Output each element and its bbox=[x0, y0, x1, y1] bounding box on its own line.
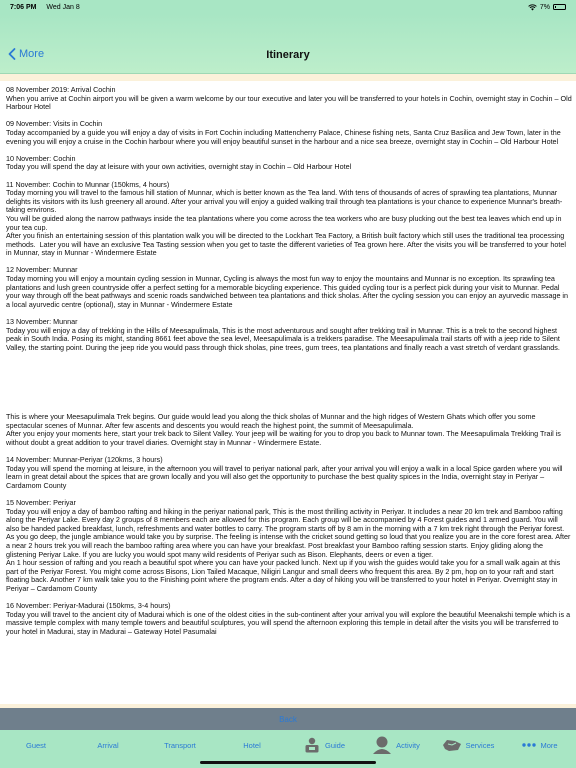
day-heading: 09 November: Visits in Cochin bbox=[6, 119, 103, 129]
itinerary-day bbox=[6, 155, 572, 172]
services-icon bbox=[442, 738, 462, 752]
itinerary-day-continued bbox=[6, 413, 572, 447]
itinerary-day bbox=[6, 266, 572, 309]
tab-label: Transport bbox=[164, 740, 196, 750]
day-description: This is where your Meesapulimala Trek begins. Our guide would lead you along the thick sholas of Munnar and the high ridges of Western Ghats which offer you some spectacular scenes of Munnar. After few ascents and descents you would reach the highest point, the summit of Meesapulimala. After you enjoy your moments here, start your trek back to Silent Valley. Your jeep will be waiting for you to drop you back to Munnar town. The Meesapulimala Trekking Trail is without doubt a great addition to your travel diaries. Overnight stay in Munnar - Windermere Estate. bbox=[6, 412, 561, 447]
back-bar bbox=[0, 708, 576, 730]
itinerary-content[interactable] bbox=[6, 86, 572, 704]
itinerary-day bbox=[6, 120, 572, 146]
tab-guide[interactable] bbox=[288, 730, 360, 760]
wifi-icon bbox=[528, 4, 537, 11]
itinerary-day bbox=[6, 499, 572, 594]
tab-label: Guide bbox=[324, 740, 345, 750]
day-heading: 12 November: Munnar bbox=[6, 265, 78, 275]
tab-label: Activity bbox=[396, 740, 420, 750]
battery-icon bbox=[553, 4, 566, 10]
guide-icon bbox=[303, 737, 321, 753]
activity-icon bbox=[372, 736, 392, 754]
tab-label: Hotel bbox=[243, 740, 261, 750]
itinerary-day bbox=[6, 456, 572, 490]
status-time: 7:06 PM bbox=[10, 3, 37, 11]
more-dots-icon bbox=[522, 743, 536, 747]
blank-space bbox=[6, 361, 572, 413]
day-heading: 15 November: Periyar bbox=[6, 497, 76, 507]
tab-label: Services bbox=[465, 740, 495, 750]
status-bar bbox=[0, 0, 576, 14]
day-heading: 16 November: Periyar-Madurai (150kms, 3-4 hours) bbox=[6, 601, 171, 611]
itinerary-day bbox=[6, 181, 572, 258]
day-description: Today you will travel to the ancient city of Madurai which is one of the oldest cities in the sub-continent after your arrival you will explore the beautiful Meenakshi temple which is a massive temple complex with many temple towers and beautiful sculptures, you will spend the afternoon exploring this temple in detail after the visits you will be transferred to your hotel in Madurai, stay in Madurai – Gateway Hotel Pasumalai bbox=[6, 609, 573, 636]
tab-transport[interactable] bbox=[144, 730, 216, 760]
navigation-bar bbox=[0, 14, 576, 74]
day-description: Today you will spend the day at leisure with your own activities, overnight stay in Cochin – Old Harbour Hotel bbox=[6, 162, 352, 172]
day-heading: 10 November: Cochin bbox=[6, 153, 76, 163]
day-description: Today accompanied by a guide you will enjoy a day of visits in Fort Cochin including Mattencherry Palace, Chinese fishing nets, Santa Cruz Basilica and Jew Town, later in the evening you will enjoy a cruise in the Cochin harbour where you will enjoy beautiful sunset in the harbour and a nice sea breeze, overnight stay in Cochin – Old Harbour Hotel bbox=[6, 127, 563, 146]
day-heading: 08 November 2019: Arrival Cochin bbox=[6, 85, 116, 94]
page-title: Itinerary bbox=[266, 49, 310, 61]
tab-services[interactable] bbox=[432, 730, 504, 760]
tab-hotel[interactable] bbox=[216, 730, 288, 760]
itinerary-day bbox=[6, 318, 572, 352]
day-heading: 14 November: Munnar-Periyar (120kms, 3 hours) bbox=[6, 454, 163, 464]
tab-guest[interactable] bbox=[0, 730, 72, 760]
day-heading: 13 November: Munnar bbox=[6, 317, 78, 327]
day-description: Today morning you will enjoy a mountain cycling session in Munnar, Cycling is always the most fun way to enjoy the mountains and Munnar is no exception. Its sprawling tea plantations and lush green countryside offer a perfect setting for a memorable bicycling experience. This guided cycling tour is a perfect pick during your visit to Munnar. Pedal your way through off the beat pathways and scenic roads sandwiched between tea plantations and thick sholas. After the cycling session you can enjoy an ayurvedic massage in a local ayurvedic centre (optional), stay in Munnar - Windermere Estate bbox=[6, 274, 571, 309]
tab-more[interactable] bbox=[504, 730, 576, 760]
tab-label: Guest bbox=[25, 740, 46, 750]
home-indicator[interactable] bbox=[200, 761, 376, 764]
tab-arrival[interactable] bbox=[72, 730, 144, 760]
day-heading: 11 November: Cochin to Munnar (150kms, 4 hours) bbox=[6, 179, 170, 189]
day-description: Today you will spend the morning at leisure, in the afternoon you will travel to periyar national park, after your arrival you will enjoy a walk in a local Spice garden where you will learn in great detail about the spices that are grown locally and you will also get the opportunity to purchase the best quality spices in the India, overnight stay in Periyar – Cardamom County bbox=[6, 463, 565, 490]
itinerary-day bbox=[6, 602, 572, 636]
day-description: Today morning you will travel to the famous hill station of Munnar, which is better known as the Tea land. With tens of thousands of acres of sprawling tea plantations, Munnar delights its visitors with its lush greenery all around. After your arrival you will enjoy a guided walking trail through tea plantations is your chance to experience Munnar's breath-taking environs. You will be guided along the narrow pathways inside the tea plantations where you come across the tea workers who are busy plucking out the best tea leaves which end up in your tea cup. After you finish an entertaining session of this plantation walk you will be directed to the Lockhart Tea Factory, a British built factory which still uses the traditional tea processing methods. Later you will have an exclusive Tea Tasting session when you get to taste the different varieties of Tea grown here. After the visits you will be transferred to your hotel in Munnar, stay in Munnar - Windermere Estate bbox=[6, 188, 566, 258]
day-description: When you arrive at Cochin airport you will be given a warm welcome by our tour executive and later you will be transferred to your hotels in Cochin, overnight stay in Cochin – Old Harbour Hotel bbox=[6, 93, 574, 112]
tab-label: Arrival bbox=[97, 740, 119, 750]
status-right bbox=[528, 4, 566, 11]
back-button[interactable]: Back bbox=[279, 714, 297, 724]
back-button-label: More bbox=[19, 48, 45, 60]
day-description: Today you will enjoy a day of trekking in the Hills of Meesapulimala, This is the most adventurous and sought after trekking trail in Munnar. This is a trek to the second highest peak in South India. Posing its might, standing 8661 feet above the sea level, Meesapulimala is a trekkers paradise. The Meesapulimala trail starts off with a jeep ride to Silent Valley, the starting point. During the jeep ride you would pass through thick sholas, pine trees, gum trees, tea plantations and finally reach a vast stretch of verdant grasslands. bbox=[6, 325, 562, 352]
tab-label: More bbox=[540, 740, 558, 750]
day-description: Today you will enjoy a day of bamboo rafting and hiking in the periyar national park, This is the most thrilling activity in Periyar. It includes a near 20 km trek and Bamboo rafting along the Periyar Lake. Every day 2 groups of 8 members each are allowed for this program. Each group will be accompanied by 4 Forest guides and 1 armed guard. You will also be handed packed breakfast, lunch, refreshments and water bottles to carry. The program starts off by 8 am in the morning with a 7 km trek right through the Periyar forest. As you go deep, the jungle ambiance would take you by surprise. The feeling is intense with the cricket sound getting so loud that you realize you are in the core forest area. After a near 2 hours trek you will reach the bamboo rafting area where you can have your breakfast. Post breakfast your Bamboo rafting session starts. Enjoy gliding along the glistening Periyar Lake. If you are lucky you would spot many wild residents of Periyar such as Bison. Elephants, deers or even a tiger. An 1 hour session of rafting and you reach a beautiful spot where you can have your packed lunch. Next up if you wish the guides would take you for a small walk again at this part of the Periyar Forest. You might come across Bisons, Lion Tailed Macaque, Niligiri Langur and small deers who frequent this area. By 2 pm, hop on to your raft and start floating back. Another 7 km walk take you to the Finishing point where the program ends. After a day of hiking you will be transferred to your hotel in Periyar. Overnight stay in Periyar – Cardamom County bbox=[6, 506, 571, 593]
status-left bbox=[10, 4, 88, 11]
status-date: Wed Jan 8 bbox=[46, 3, 80, 11]
itinerary-day bbox=[6, 86, 572, 112]
battery-percent: 7% bbox=[539, 3, 550, 11]
header-divider bbox=[0, 74, 576, 81]
tab-activity[interactable] bbox=[360, 730, 432, 760]
